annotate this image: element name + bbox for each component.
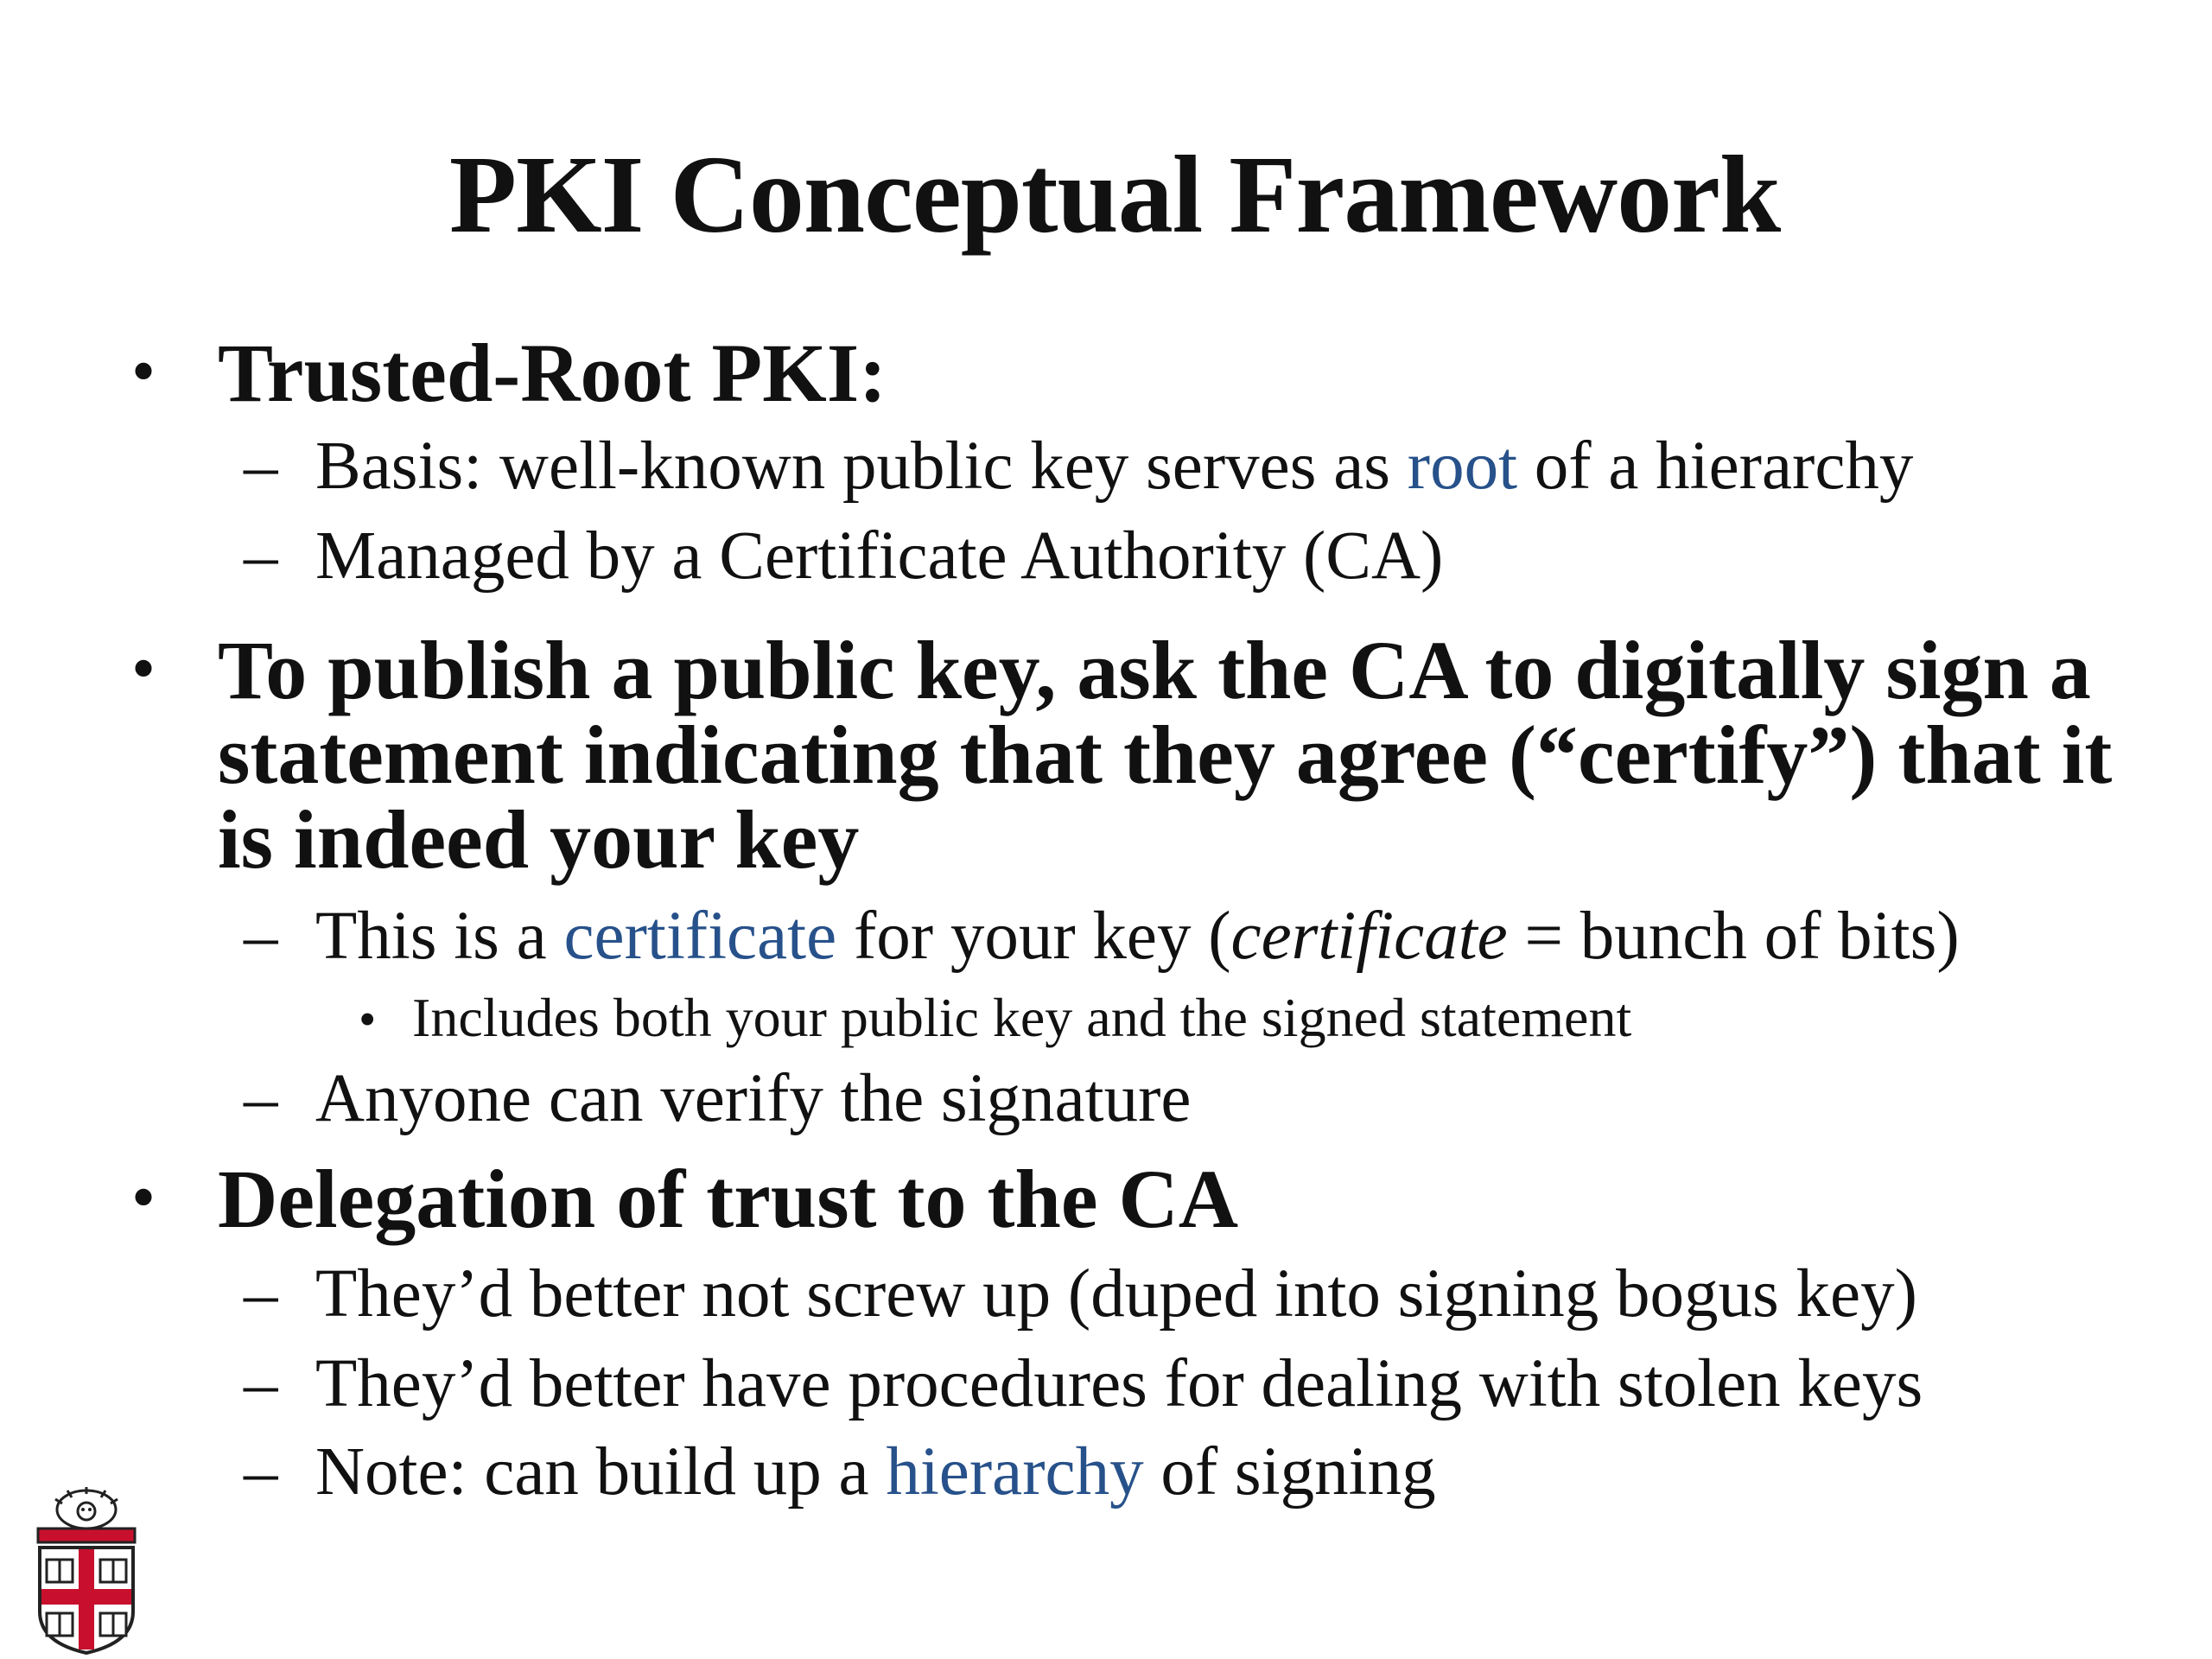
term-root: root — [1407, 429, 1518, 504]
bullet-publish-line-3: is indeed your key — [218, 793, 860, 886]
dash-marker: – — [244, 1434, 278, 1510]
sub-bullet-screw-up: They’d better not screw up (duped into signing bogus key) — [315, 1256, 1917, 1332]
dash-marker: – — [244, 1061, 278, 1136]
bullet-marker: • — [131, 1160, 156, 1236]
bullet-publish-line-1: To publish a public key, ask the CA to digitally sign a — [218, 624, 2091, 716]
bullet-marker: • — [131, 334, 156, 410]
sub-sub-bullet-includes: Includes both your public key and the signed statement — [412, 987, 1632, 1048]
term-hierarchy: hierarchy — [886, 1434, 1144, 1510]
sub-bullet-hierarchy: Note: can build up a hierarchy of signing — [315, 1434, 1436, 1510]
slide-title: PKI Conceptual Framework — [448, 133, 1781, 256]
sub-bullet-managed-by-ca: Managed by a Certificate Authority (CA) — [315, 518, 1444, 594]
brown-university-crest-icon — [31, 1482, 142, 1655]
sub-bullet-certificate: This is a certificate for your key (certificate = bunch of bits) — [315, 899, 1960, 974]
bullet-trusted-root-pki: Trusted-Root PKI: — [218, 327, 887, 419]
dash-marker: – — [244, 899, 278, 974]
bullet-marker: • — [131, 631, 156, 707]
sub-bullet-basis: Basis: well-known public key serves as root of a hierarchy — [315, 429, 1914, 504]
dash-marker: – — [244, 429, 278, 504]
dash-marker: – — [244, 1256, 278, 1332]
term-certificate: certificate — [563, 899, 837, 974]
bullet-delegation-of-trust: Delegation of trust to the CA — [218, 1153, 1239, 1245]
bullet-publish-line-2: statement indicating that they agree (“certify”) that it — [218, 709, 2113, 801]
sub-sub-bullet-marker: • — [359, 991, 377, 1047]
sub-bullet-stolen-keys: They’d better have procedures for dealing with stolen keys — [315, 1346, 1923, 1421]
dash-marker: – — [244, 518, 278, 594]
dash-marker: – — [244, 1346, 278, 1421]
sub-bullet-verify-signature: Anyone can verify the signature — [315, 1061, 1192, 1136]
crest-sun-icon — [55, 1487, 118, 1529]
